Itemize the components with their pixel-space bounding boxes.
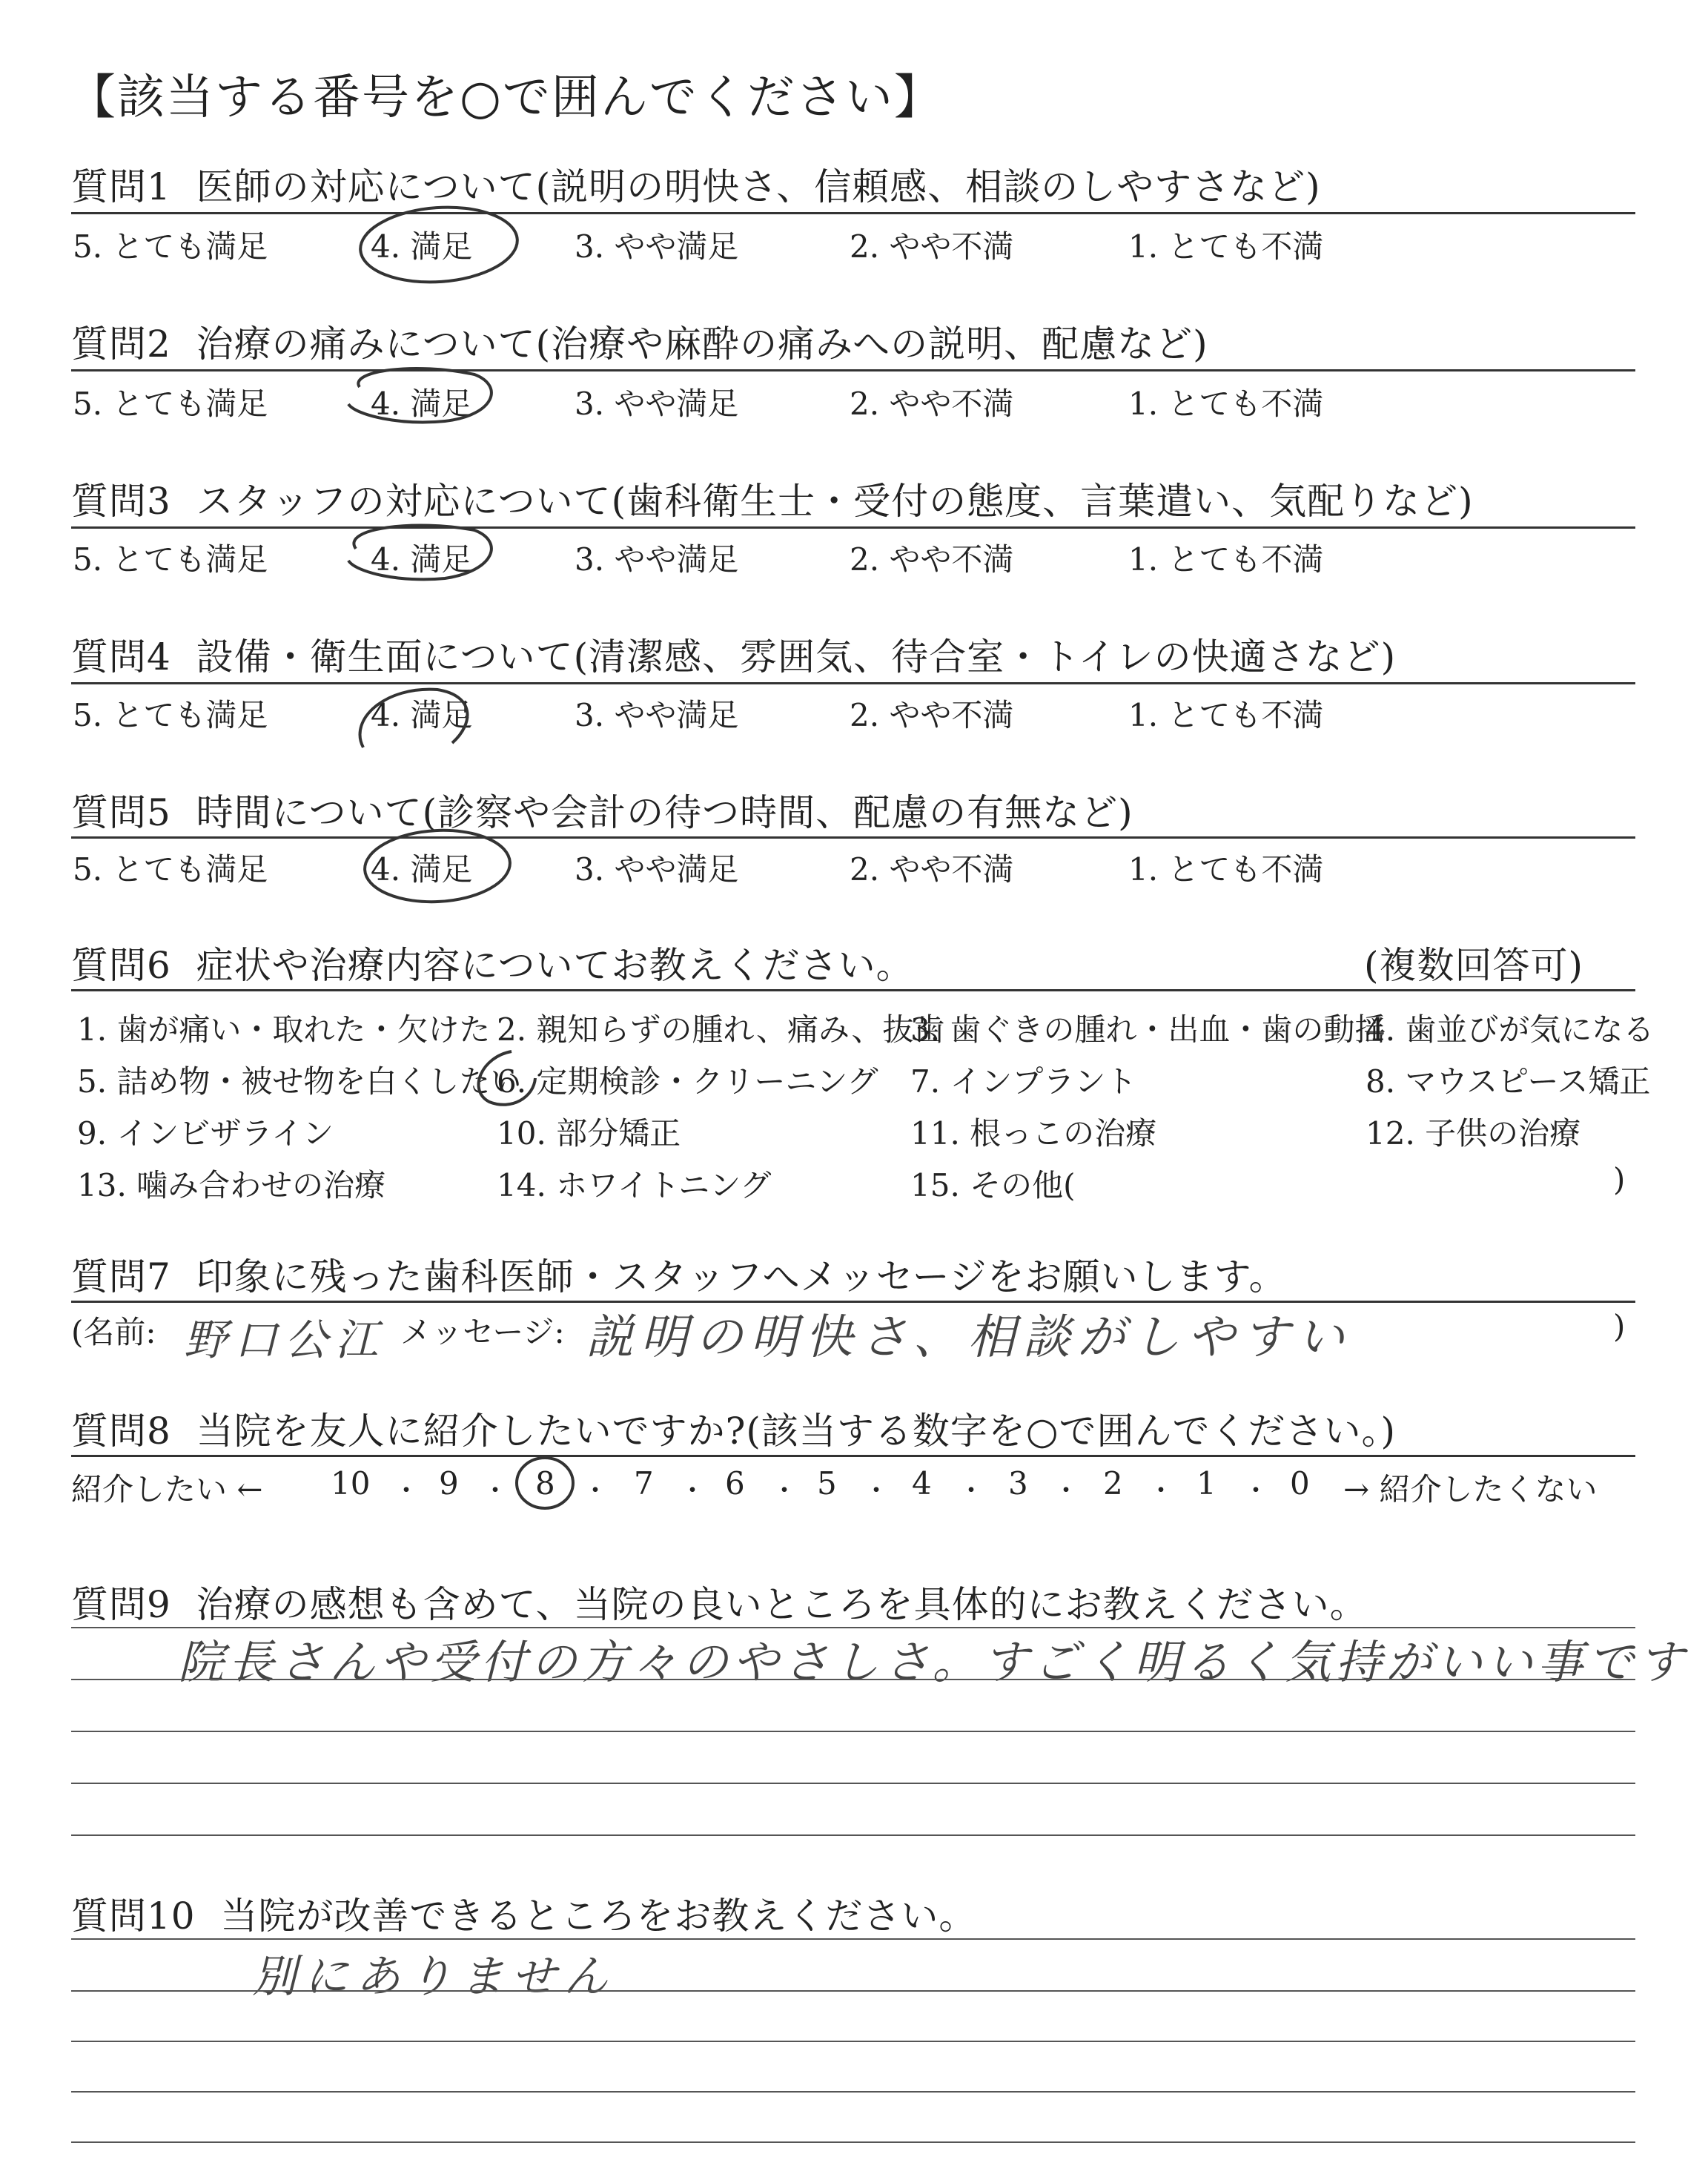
q1-option-4[interactable]: 4. 満足 [371, 228, 473, 265]
q1-option-1[interactable]: 1. とても不満 [1128, 228, 1324, 265]
q4-option-1[interactable]: 1. とても不満 [1128, 697, 1324, 733]
q8-sep: ・ [1242, 1476, 1270, 1506]
q5-option-1[interactable]: 1. とても不満 [1128, 851, 1324, 888]
q8-sep: ・ [1053, 1476, 1080, 1506]
q7-close: ) [1613, 1308, 1626, 1344]
q6-option-8[interactable]: 8. マウスピース矯正 [1366, 1063, 1651, 1100]
q8-scale-4[interactable]: 4 [912, 1465, 932, 1502]
q6-other-close: ) [1613, 1161, 1626, 1198]
q6-option-15[interactable]: 15. その他( [910, 1167, 1076, 1203]
q2-option-1[interactable]: 1. とても不満 [1128, 386, 1324, 422]
q4-option-5[interactable]: 5. とても満足 [73, 697, 268, 733]
q3-selection-circle [348, 525, 491, 579]
question-9-label: 質問9 [71, 1583, 171, 1626]
q1-selection-circle [358, 202, 520, 288]
q8-scale-6[interactable]: 6 [725, 1465, 745, 1502]
question-5-text: 時間について(診察や会計の待つ時間、配慮の有無など) [196, 791, 1133, 834]
q8-sep: ・ [958, 1476, 985, 1506]
question-5-label: 質問5 [71, 791, 171, 834]
q7-name-handwritten[interactable]: 野口公江 [184, 1315, 386, 1365]
q1-option-3[interactable]: 3. やや満足 [575, 228, 739, 265]
q6-option-5[interactable]: 5. 詰め物・被せ物を白くしたい [77, 1063, 522, 1100]
q8-left-label: 紹介したい ← [71, 1471, 263, 1507]
q9-answer-handwritten[interactable]: 院長さんや受付の方々のやさしさ。すごく明るく気持がいい事です [178, 1635, 1689, 1689]
q3-option-5[interactable]: 5. とても満足 [73, 541, 268, 578]
page-title: 【該当する番号を○で囲んでください】 [68, 70, 943, 125]
q8-sep: ・ [679, 1476, 706, 1506]
question-9-text: 治療の感想も含めて、当院の良いところを具体的にお教えください。 [196, 1583, 1368, 1626]
q1-option-2[interactable]: 2. やや不満 [850, 228, 1014, 265]
q8-scale-0[interactable]: 0 [1290, 1465, 1310, 1502]
q5-option-5[interactable]: 5. とても満足 [73, 851, 268, 888]
q3-option-2[interactable]: 2. やや不満 [850, 541, 1014, 578]
q8-scale-5[interactable]: 5 [817, 1465, 837, 1502]
q6-option-10[interactable]: 10. 部分矯正 [497, 1115, 681, 1152]
q8-sep: ・ [863, 1476, 890, 1506]
q4-option-2[interactable]: 2. やや不満 [850, 697, 1014, 733]
q8-scale-8[interactable]: 8 [535, 1465, 555, 1502]
q7-name-label: (名前: [71, 1314, 156, 1350]
q6-option-3[interactable]: 3. 歯ぐきの腫れ・出血・歯の動揺 [910, 1011, 1386, 1048]
q2-selection-circle [348, 369, 491, 422]
q6-option-12[interactable]: 12. 子供の治療 [1366, 1115, 1581, 1152]
question-7-text: 印象に残った歯科医師・スタッフへメッセージをお願いします。 [196, 1255, 1287, 1298]
question-8-label: 質問8 [71, 1410, 171, 1453]
question-6-note: (複数回答可) [1364, 944, 1584, 987]
q4-selection-circle [360, 690, 468, 747]
q2-option-4[interactable]: 4. 満足 [371, 386, 473, 422]
question-6-label: 質問6 [71, 944, 171, 987]
question-4-label: 質問4 [71, 635, 171, 678]
q6-selection-circle [479, 1051, 535, 1105]
q5-option-2[interactable]: 2. やや不満 [850, 851, 1014, 888]
q8-sep: ・ [582, 1476, 609, 1506]
q8-sep: ・ [771, 1476, 798, 1506]
q6-option-11[interactable]: 11. 根っこの治療 [910, 1115, 1157, 1152]
q8-sep: ・ [482, 1476, 509, 1506]
q8-scale-9[interactable]: 9 [439, 1465, 459, 1502]
q6-option-2[interactable]: 2. 親知らずの腫れ、痛み、抜歯 [497, 1011, 945, 1048]
q8-scale-7[interactable]: 7 [634, 1465, 654, 1502]
q3-option-1[interactable]: 1. とても不満 [1128, 541, 1324, 578]
q4-option-3[interactable]: 3. やや満足 [575, 697, 739, 733]
q8-sep: ・ [1148, 1476, 1175, 1506]
question-2-text: 治療の痛みについて(治療や麻酔の痛みへの説明、配慮など) [196, 323, 1208, 366]
q7-message-handwritten[interactable]: 説明の明快さ、相談がしやすい [586, 1310, 1352, 1365]
q2-option-3[interactable]: 3. やや満足 [575, 386, 739, 422]
q8-scale-1[interactable]: 1 [1196, 1465, 1217, 1502]
q8-right-label: → 紹介したくない [1343, 1471, 1598, 1507]
q6-option-1[interactable]: 1. 歯が痛い・取れた・欠けた [77, 1011, 491, 1048]
q10-answer-handwritten[interactable]: 別にありません [252, 1951, 615, 2003]
q1-option-5[interactable]: 5. とても満足 [73, 228, 268, 265]
question-10-label: 質問10 [71, 1895, 196, 1938]
question-1-label: 質問1 [71, 165, 171, 208]
q6-option-9[interactable]: 9. インビザライン [77, 1115, 334, 1152]
q8-scale-3[interactable]: 3 [1008, 1465, 1028, 1502]
q7-message-label: メッセージ: [400, 1314, 565, 1350]
question-7-label: 質問7 [71, 1255, 171, 1298]
q6-option-6[interactable]: 6. 定期検診・クリーニング [497, 1063, 878, 1100]
q8-selection-circle [517, 1458, 573, 1508]
q8-sep: ・ [393, 1476, 420, 1506]
q3-option-3[interactable]: 3. やや満足 [575, 541, 739, 578]
question-2-label: 質問2 [71, 323, 171, 366]
q6-option-14[interactable]: 14. ホワイトニング [497, 1167, 772, 1203]
q3-option-4[interactable]: 4. 満足 [371, 541, 473, 578]
q5-selection-circle [363, 827, 512, 905]
question-4-text: 設備・衛生面について(清潔感、雰囲気、待合室・トイレの快適さなど) [196, 635, 1397, 678]
q8-scale-2[interactable]: 2 [1103, 1465, 1123, 1502]
q6-option-13[interactable]: 13. 噛み合わせの治療 [77, 1167, 386, 1203]
q6-option-4[interactable]: 4. 歯並びが気になる [1366, 1011, 1655, 1048]
question-10-text: 当院が改善できるところをお教えください。 [220, 1895, 977, 1938]
question-8-text: 当院を友人に紹介したいですか?(該当する数字を○で囲んでください。) [196, 1410, 1397, 1453]
question-3-text: スタッフの対応について(歯科衛生士・受付の態度、言葉遣い、気配りなど) [196, 480, 1474, 523]
q6-option-7[interactable]: 7. インプラント [910, 1063, 1137, 1100]
q8-scale-10[interactable]: 10 [331, 1465, 371, 1502]
question-3-label: 質問3 [71, 480, 171, 523]
question-1-text: 医師の対応について(説明の明快さ、信頼感、相談のしやすさなど) [196, 165, 1321, 208]
q5-option-4[interactable]: 4. 満足 [371, 851, 473, 888]
q5-option-3[interactable]: 3. やや満足 [575, 851, 739, 888]
question-6-text: 症状や治療内容についてお教えください。 [196, 944, 914, 987]
q2-option-5[interactable]: 5. とても満足 [73, 386, 268, 422]
q2-option-2[interactable]: 2. やや不満 [850, 386, 1014, 422]
q4-option-4[interactable]: 4. 満足 [371, 697, 473, 733]
